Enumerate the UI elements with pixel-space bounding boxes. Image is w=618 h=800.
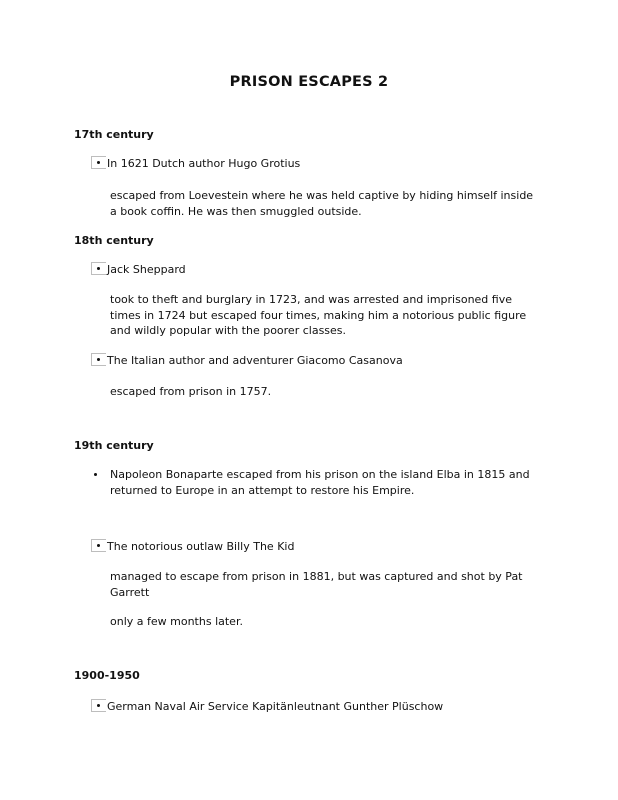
bullet-lead-text: German Naval Air Service Kapitänleutnant Gunther Plüschow [107,700,444,713]
section-heading-17th-century: 17th century [74,128,154,141]
bullet-icon [91,156,106,169]
bullet-icon [91,262,106,275]
bullet-icon [91,699,106,712]
bullet-lead-text: Jack Sheppard [107,263,186,276]
bullet-item-pluschow [91,699,443,715]
page-title: PRISON ESCAPES 2 [229,74,389,90]
bullet-lead-text: The notorious outlaw Billy The Kid [107,540,295,553]
paragraph-sheppard: took to theft and burglary in 1723, and was arrested and imprisoned five times in 1724 but escaped four times, making him a notorious public figure and wildly popular with the poorer classes. [110,293,527,337]
section-heading-19th-century: 19th century [74,439,154,452]
bullet-item-casanova [91,353,403,369]
bullet-icon [91,353,106,366]
paragraph-billy-the-kid-continued: only a few months later. [110,615,243,628]
bullet-icon [94,473,97,476]
paragraph-billy-the-kid: managed to escape from prison in 1881, but was captured and shot by Pat Garrett [110,570,523,599]
bullet-lead-text: The Italian author and adventurer Giacomo Casanova [107,354,403,367]
bullet-lead-text: Napoleon Bonaparte escaped from his prison on the island Elba in 1815 and returned to Europe in an attempt to restore his Empire. [110,468,530,497]
bullet-item-grotius [91,156,300,172]
bullet-icon [91,539,106,552]
section-heading-1900-1950: 1900-1950 [74,669,140,682]
bullet-item-sheppard [91,262,186,278]
bullet-item-billy-the-kid [91,539,294,555]
bullet-item-napoleon [91,467,541,498]
section-heading-18th-century: 18th century [74,234,154,247]
paragraph-grotius: escaped from Loevestein where he was held captive by hiding himself inside a book coffin. He was then smuggled outside. [110,189,534,218]
paragraph-casanova: escaped from prison in 1757. [110,385,272,398]
bullet-lead-text: In 1621 Dutch author Hugo Grotius [107,157,301,170]
